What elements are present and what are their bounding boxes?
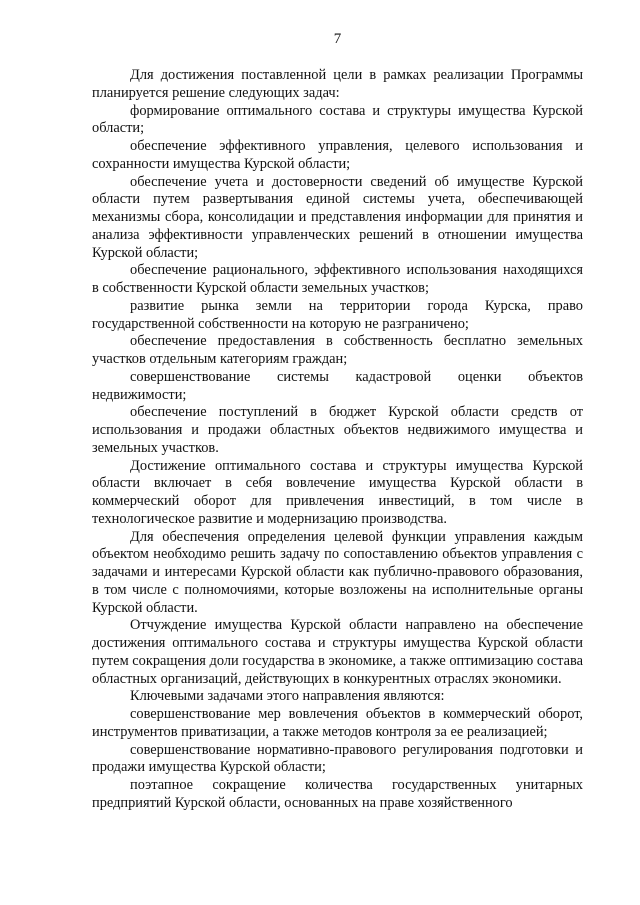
paragraph: обеспечение предоставления в собственность бесплатно земельных участков отдельным категориям граждан; [92,333,583,367]
paragraph: поэтапное сокращение количества государственных унитарных предприятий Курской области, основанных на праве хозяйственного [92,777,583,811]
paragraph: развитие рынка земли на территории города Курска, право государственной собственности на которую не разграничено; [92,297,583,332]
paragraph: обеспечение эффективного управления, целевого использования и сохранности имущества Курской области; [92,138,583,172]
paragraph: Достижение оптимального состава и структуры имущества Курской области включает в себя вовлечение имущества Курской области в коммерческий оборот для привлечения инвестиций, в том числе в технологическое развитие и модернизацию производства. [92,457,583,527]
paragraph: Для достижения поставленной цели в рамках реализации Программы планируется решение следующих задач: [92,67,583,101]
paragraph: Для обеспечения определения целевой функции управления каждым объектом необходимо решить задачу по сопоставлению объектов управления с задачами и интересами Курской области как публично-правового образования, в том числе с полномочиями, которые возложены на исполнительные органы Курской области. [92,528,583,616]
paragraph: обеспечение поступлений в бюджет Курской области средств от использования и продажи областных объектов недвижимого имущества и земельных участков. [92,404,583,456]
paragraph: Ключевыми задачами этого направления являются: [130,688,445,705]
paragraph: совершенствование мер вовлечения объектов в коммерческий оборот, инструментов приватизации, а также методов контроля за ее реализацией; [92,706,583,740]
paragraph: обеспечение учета и достоверности сведений об имуществе Курской области путем развертывания единой системы учета, обеспечивающей механизмы сбора, консолидации и представления информации для принятия и анализа эффективности управленческих решений в отношении имущества Курской области; [92,173,583,261]
paragraph: совершенствование системы кадастровой оценки объектов недвижимости; [92,368,583,403]
page-number: 7 [333,31,342,47]
paragraph: совершенствование нормативно-правового регулирования подготовки и продажи имущества Курской области; [92,741,583,776]
document-body [92,67,583,813]
paragraph: обеспечение рационального, эффективного использования находящихся в собственности Курской области земельных участков; [92,262,583,296]
paragraph: формирование оптимального состава и структуры имущества Курской области; [92,102,583,137]
paragraph: Отчуждение имущества Курской области направлено на обеспечение достижения оптимального состава и структуры имущества Курской области путем сокращения доли государства в экономике, а также оптимизацию состава областных организаций, действующих в конкурентных отраслях экономики. [92,617,584,687]
